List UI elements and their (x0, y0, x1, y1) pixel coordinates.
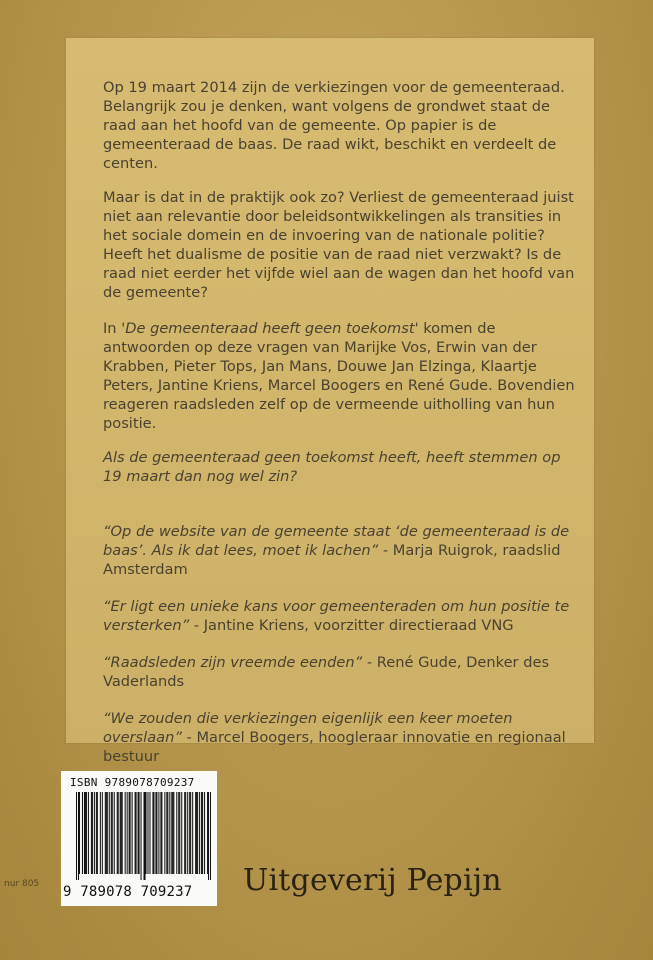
nur-code: nur 805 (4, 879, 40, 889)
quote-attribution: - Marja Ruigrok, raadslid Amsterdam (103, 542, 561, 578)
barcode-digits: 9 789078 709237 (63, 884, 193, 900)
book-title-inline: 'De gemeenteraad heeft geen toekomst' (121, 320, 419, 337)
quote-gude (103, 653, 578, 691)
paragraph-questions: Maar is dat in de praktijk ook zo? Verliest de gemeenteraad juist niet aan relevantie door beleidsontwikkelingen als transities in het sociale domein en de invoering van de nationale politie? Heeft het dualisme de positie van de raad niet verzwakt? Is de raad niet eerder het vijfde wiel aan de wagen dan het hoofd van de gemeente? (103, 189, 575, 301)
quote-text: “We zouden die verkiezingen eigenlijk een keer moeten overslaan” (103, 710, 513, 746)
quote-attribution: - Marcel Boogers, hoogleraar innovatie en regionaal bestuur (103, 729, 566, 765)
quote-ruigrok (103, 522, 578, 579)
quote-boogers (103, 709, 578, 766)
closing-question-text: Als de gemeenteraad geen toekomst heeft, heeft stemmen op 19 maart dan nog wel zin? (103, 449, 561, 485)
back-cover-text (103, 78, 578, 784)
paragraph-contributors (103, 319, 578, 433)
quote-kriens (103, 597, 578, 635)
quote-attribution: - René Gude, Denker des Vaderlands (103, 654, 550, 690)
paragraph-closing-question (103, 448, 578, 486)
quote-text: “Er ligt een unieke kans voor gemeenteraden om hun positie te versterken” (103, 598, 570, 634)
paragraph-contributors-rest: komen de antwoorden op deze vragen van Marijke Vos, Erwin van der Krabben, Pieter Tops, Jan Mans, Douwe Jan Elzinga, Klaartje Peters, Jantine Kriens, Marcel Boogers en René Gude. Bovendien reageren raadsleden zelf op de vermeende uitholling van hun positie. (103, 320, 575, 432)
paragraph-contributors-prefix: In (103, 320, 122, 337)
quote-text: “Raadsleden zijn vreemde eenden” (103, 654, 363, 671)
isbn-label: ISBN 9789078709237 (70, 776, 195, 789)
quote-attribution: - Jantine Kriens, voorzitter directieraad VNG (189, 617, 514, 634)
publisher-logo: Uitgeverij Pepijn (243, 863, 502, 898)
paragraph-intro: Op 19 maart 2014 zijn de verkiezingen voor de gemeenteraad. Belangrijk zou je denken, want volgens de grondwet staat de raad aan het hoofd van de gemeente. Op papier is de gemeenteraad de baas. De raad wikt, beschikt en verdeelt de centen. (103, 79, 565, 172)
quote-text: “Op de website van de gemeente staat ‘de gemeenteraad is de baas’. Als ik dat lees, moet ik lachen” (103, 523, 570, 559)
barcode-icon (76, 792, 211, 880)
